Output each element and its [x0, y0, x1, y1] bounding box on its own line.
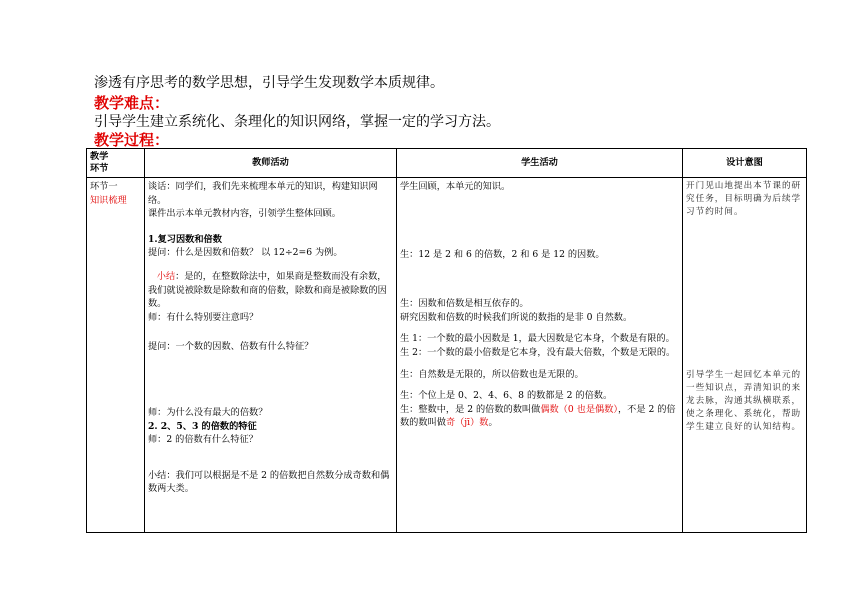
- header-design: 设计意图: [683, 149, 807, 178]
- teacher-section-title: 2. 2、5、3 的倍数的特征: [148, 420, 257, 432]
- student-line: 生：自然数是无限的，所以倍数也是无限的。: [400, 368, 584, 380]
- env-step: 环节一: [90, 181, 118, 192]
- table-header-row: [87, 149, 807, 178]
- term-even: 偶数（0 也是偶数）: [540, 403, 618, 415]
- student-line: 生 1：一个数的最小因数是 1，最大因数是它本身，个数是有限的。: [400, 333, 675, 345]
- teacher-summary: [148, 270, 393, 311]
- student-text: ，不是 2 的倍数的数叫做: [400, 403, 676, 429]
- design-text: 引导学生一起回忆本单元的一些知识点，弄清知识的来龙去脉，沟通其纵横联系，使之条理化、系统化，帮助学生建立良好的认知结构。: [686, 370, 802, 432]
- intro-text: 渗透有序思考的数学思想，引导学生发现数学本质规律。: [94, 75, 444, 91]
- student-text: 生：整数中，是 2 的倍数的数叫做: [400, 403, 541, 415]
- header-teacher: 教师活动: [145, 149, 397, 178]
- student-line: 生 2：一个数的最小倍数是它本身，没有最大倍数，个数是无限的。: [400, 346, 676, 358]
- teacher-line: 课件出示本单元教材内容，引领学生整体回顾。: [148, 208, 341, 220]
- teacher-section-title: 1.复习因数和倍数: [148, 233, 222, 245]
- heading-teaching-difficulty: 教学难点：: [94, 94, 170, 112]
- design-cell: [683, 178, 807, 533]
- header-env-line2: 环节: [90, 163, 109, 174]
- teacher-line: 师：2 的倍数有什么特征？: [148, 434, 258, 446]
- teacher-line: 谈话：同学们，我们先来梳理本单元的知识，构建知识网络。: [148, 181, 378, 206]
- design-text: 开门见山地提出本节课的研究任务，目标明确为后续学习节约时间。: [686, 181, 802, 217]
- env-cell: [87, 178, 145, 533]
- heading-teaching-process: 教学过程：: [94, 131, 170, 149]
- teacher-line: 提问：一个数的因数、倍数有什么特征？: [148, 341, 314, 353]
- teacher-line: 师：为什么没有最大的倍数？: [148, 406, 268, 418]
- teacher-line: 师：有什么特别要注意吗？: [148, 311, 259, 323]
- difficulty-text: 引导学生建立系统化、条理化的知识网络，掌握一定的学习方法。: [94, 114, 500, 130]
- student-line: [400, 403, 679, 430]
- env-name: 知识梳理: [90, 194, 127, 206]
- teacher-line: 小结：我们可以根据是不是 2 的倍数把自然数分成奇数和偶数两大类。: [148, 469, 390, 495]
- summary-text: ：是的，在整数除法中，如果商是整数而没有余数，我们就说被除数是除数和商的倍数，除数和商是被除数的因数。: [148, 270, 387, 310]
- student-line: 生：因数和倍数是相互依存的。: [400, 298, 529, 310]
- term-odd: 奇（jī）数: [445, 417, 489, 429]
- summary-label: 小结: [156, 270, 176, 282]
- student-line: 生：12 是 2 和 6 的倍数，2 和 6 是 12 的因数。: [400, 248, 605, 260]
- student-cell: [397, 178, 683, 533]
- student-line: 生：个位上是 0、2、4、6、8 的数都是 2 的倍数。: [400, 390, 613, 402]
- table-row: [87, 178, 807, 533]
- lesson-table: [86, 148, 807, 533]
- header-env-line1: 教学: [90, 151, 109, 162]
- header-env: [87, 149, 145, 178]
- header-student: 学生活动: [397, 149, 683, 178]
- student-line: 研究因数和倍数的时候我们所说的数指的是非 0 自然数。: [400, 311, 633, 323]
- teacher-cell: [145, 178, 397, 533]
- student-line: 学生回顾，本单元的知识。: [400, 181, 511, 192]
- teacher-line: 提问：什么是因数和倍数？ 以 12÷2=6 为例。: [148, 247, 343, 259]
- student-text: 。: [488, 417, 498, 429]
